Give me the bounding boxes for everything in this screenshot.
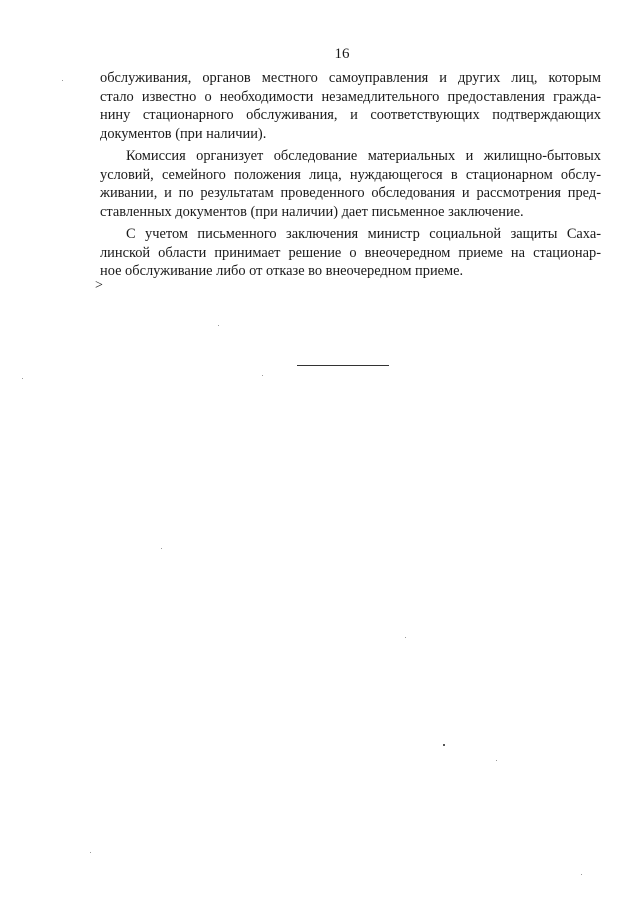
scan-speck [90, 852, 91, 853]
scan-speck [161, 548, 162, 549]
text-line: стало известно о необходимости незамедлительного предоставления гражда- [100, 88, 601, 105]
text-line: нину стационарного обслуживания, и соответствующих подтверждающих [100, 107, 601, 123]
scan-speck [496, 760, 497, 761]
scan-speck [262, 375, 263, 376]
text-line: ставленных документов (при наличии) дает письменное заключение. [100, 203, 524, 220]
text-line: ное обслуживание либо от отказе во внеочередном приеме. [100, 263, 464, 279]
trailing-mark: > [95, 278, 103, 293]
scan-speck [581, 874, 582, 875]
text-line: обслуживания, органов местного самоуправления и других лиц, которым [100, 70, 601, 86]
scan-speck [218, 325, 219, 326]
scan-speck [22, 378, 23, 379]
paragraph-1 [100, 69, 601, 143]
paragraph-3 [100, 225, 601, 281]
text-line: живании, и по результатам проведенного обследования и рассмотрения пред- [100, 185, 601, 201]
text-line: документов (при наличии). [100, 125, 267, 142]
scan-speck [443, 744, 445, 746]
closing-rule [297, 365, 389, 366]
text-line: условий, семейного положения лица, нуждающегося в стационарном обслу- [100, 166, 601, 183]
scan-speck [62, 80, 63, 81]
body-text [100, 69, 601, 285]
text-line: Комиссия организует обследование материальных и жилищно-бытовых [126, 148, 601, 164]
paragraph-2 [100, 147, 601, 221]
text-line: линской области принимает решение о внеочередном приеме на стационар- [100, 244, 601, 261]
page-number: 16 [334, 46, 350, 62]
text-line: С учетом письменного заключения министр социальной защиты Саха- [126, 226, 601, 242]
scan-speck [405, 637, 406, 638]
